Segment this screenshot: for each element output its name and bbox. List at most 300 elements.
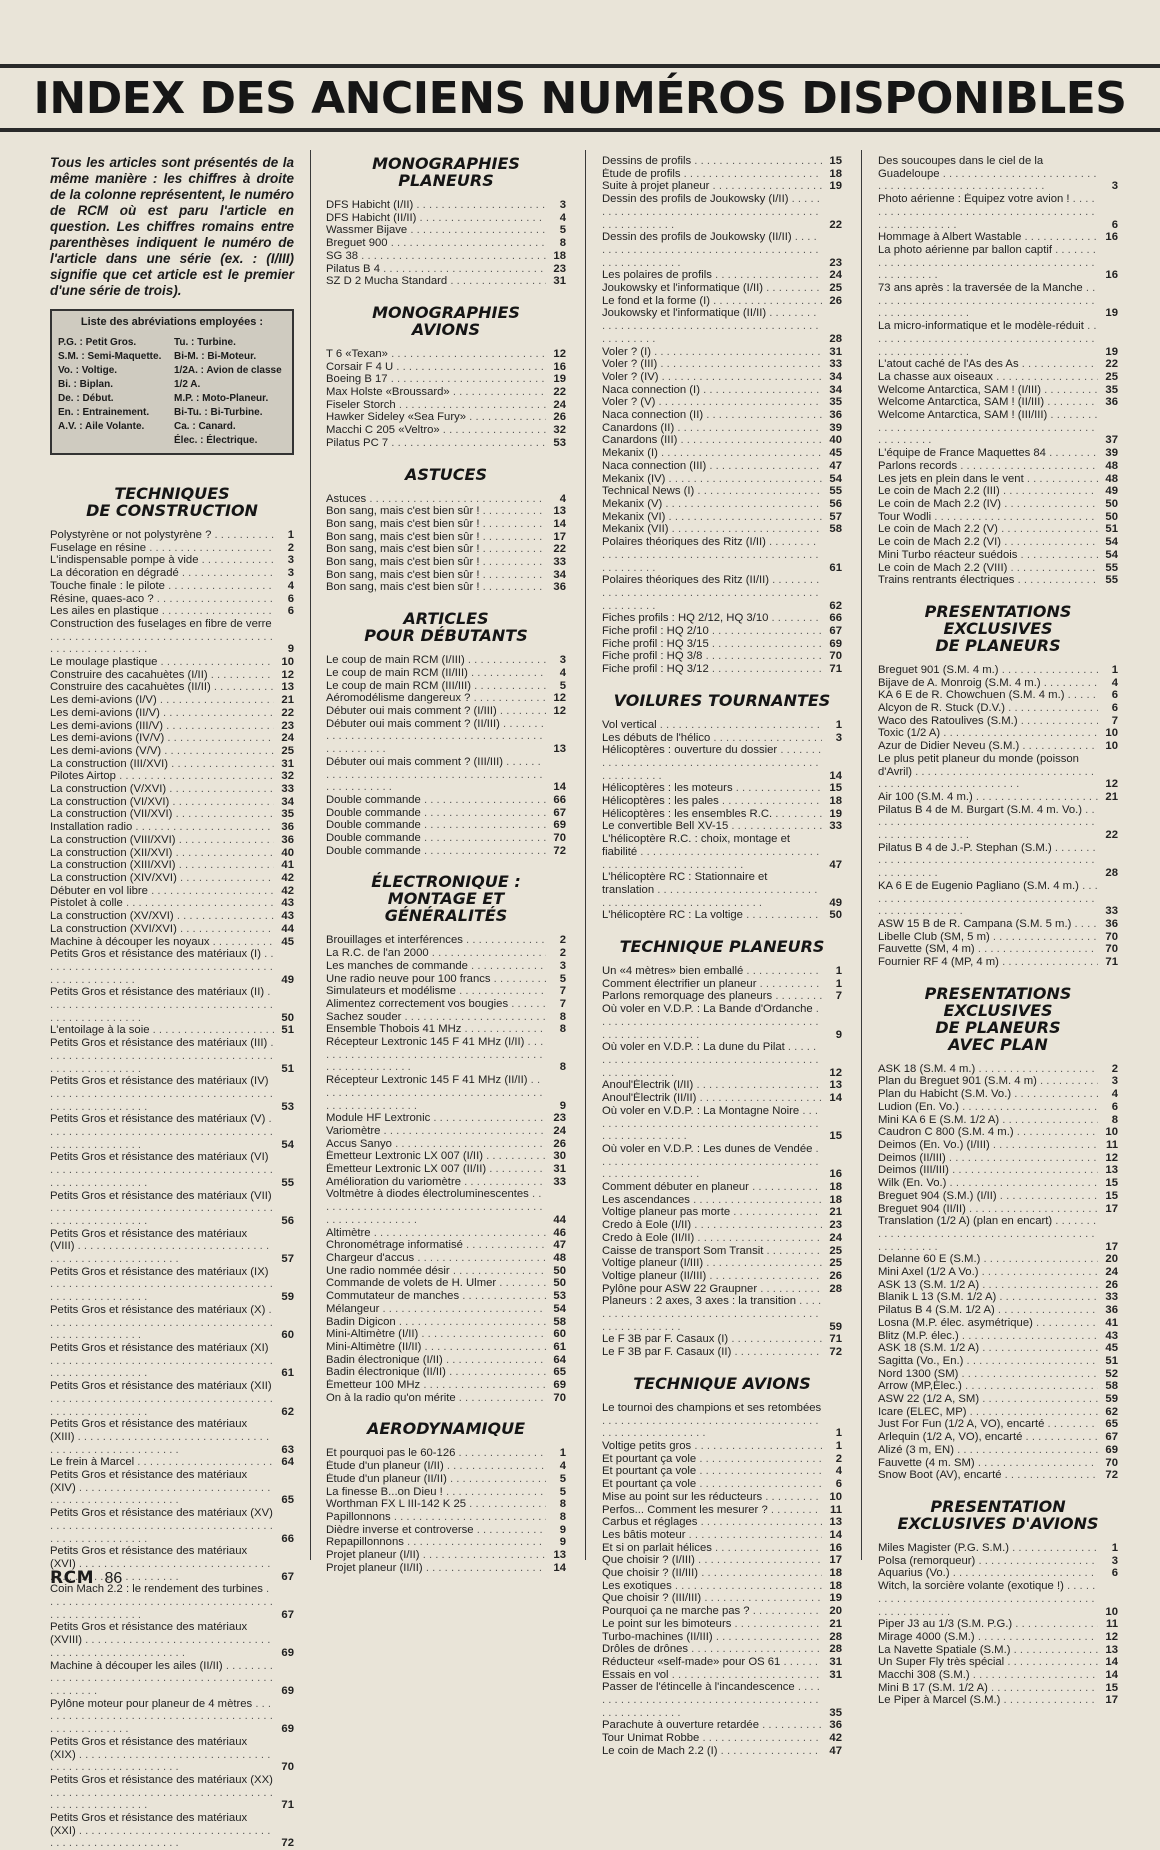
article-entry [602, 1105, 842, 1143]
issue-number: 13 [829, 1516, 842, 1529]
issue-number: 51 [1105, 523, 1118, 536]
article-title: Trains rentrants électriques . . . [878, 574, 1098, 587]
article-list [602, 1402, 842, 1758]
issue-number: 53 [553, 1290, 566, 1303]
article-title: Tour Wodli . . . [878, 511, 1098, 524]
article-entry [326, 680, 566, 693]
article-entry [50, 1507, 294, 1545]
article-title: Joukowsky et l'informatique (II/II) . . . [602, 307, 822, 345]
article-entry [326, 756, 566, 794]
article-title: Construction des fuselages en fibre de verre . . . [50, 618, 274, 656]
issue-number: 66 [281, 1532, 294, 1545]
issue-number: 34 [829, 370, 842, 383]
article-title: Pilatus B 4 . . . [326, 263, 546, 276]
article-title: Double commande . . . [326, 794, 546, 807]
section-title-line: PRESENTATIONS [924, 601, 1072, 621]
article-entry [50, 593, 294, 606]
article-entry [326, 819, 566, 832]
section-title-line: GÉNÉRALITÉS [384, 906, 508, 926]
article-title: La construction (XV/XVI) . . . [50, 910, 274, 923]
issue-number: 49 [281, 973, 294, 986]
article-title: Voltige petits gros . . . [602, 1440, 822, 1453]
article-entry [326, 1473, 566, 1486]
article-title: Fiche profil : HQ 3/15 . . . [602, 638, 822, 651]
issue-number: 1 [835, 718, 842, 731]
article-entry [602, 307, 842, 345]
article-title: La construction (VI/XVI) . . . [50, 796, 274, 809]
article-title: L'entoilage à la soie . . . [50, 1024, 274, 1037]
issue-number: 9 [559, 1523, 566, 1536]
article-title: Petits Gros et résistance des matériaux (V) . . . [50, 1113, 274, 1151]
article-title: Mini-Altimètre (II/II) . . . [326, 1341, 546, 1354]
article-title: Hélicoptères : ouverture du dossier . . . [602, 744, 822, 782]
index-section [326, 873, 566, 1404]
article-title: Variomètre . . . [326, 1125, 546, 1138]
article-entry [326, 581, 566, 594]
issue-number: 36 [1105, 1304, 1118, 1317]
article-title: Un «4 mètres» bien emballé . . . [602, 965, 822, 978]
article-title: ASK 18 (S.M. 4 m.) . . . [878, 1063, 1098, 1076]
article-title: Mekanix (IV) . . . [602, 473, 822, 486]
article-title: Blitz (M.P. élec.) . . . [878, 1330, 1098, 1343]
article-title: Bon sang, mais c'est bien sûr ! . . . [326, 505, 546, 518]
issue-number: 6 [1111, 689, 1118, 702]
article-title: Welcome Antarctica, SAM ! (III/III) . . . [878, 409, 1098, 447]
issue-number: 17 [829, 1554, 842, 1567]
issue-number: 8 [559, 237, 566, 250]
article-entry [326, 1392, 566, 1405]
article-entry [50, 669, 294, 682]
article-entry [602, 808, 842, 821]
article-list [326, 934, 566, 1404]
abbreviation-entry: En. : Entrainement. [58, 407, 150, 418]
article-title: Pilatus B 4 (S.M. 1/2 A) . . . [878, 1304, 1098, 1317]
article-title: Que choisir ? (II/III) . . . [602, 1567, 822, 1580]
article-title: Étude de profils . . . [602, 168, 822, 181]
article-entry [326, 1239, 566, 1252]
issue-number: 43 [281, 897, 294, 910]
article-entry [326, 437, 566, 450]
issue-number: 2 [559, 934, 566, 947]
article-entry [602, 1333, 842, 1346]
article-title: Et pourtant ça vole . . . [602, 1453, 822, 1466]
issue-number: 11 [830, 1503, 842, 1516]
title-bottom-rule [0, 128, 1160, 132]
issue-number: 70 [1105, 930, 1118, 943]
article-entry [602, 1232, 842, 1245]
issue-number: 23 [281, 719, 294, 732]
article-entry [878, 1317, 1118, 1330]
issue-number: 22 [553, 386, 566, 399]
issue-number: 43 [1105, 1329, 1118, 1342]
article-entry [602, 282, 842, 295]
article-entry [602, 1504, 842, 1517]
section-title-line: ASTUCES [404, 464, 487, 484]
article-entry [878, 880, 1118, 918]
issue-number: 31 [829, 1655, 842, 1668]
issue-number: 13 [553, 743, 566, 756]
article-entry [878, 1266, 1118, 1279]
issue-number: 54 [1105, 536, 1118, 549]
issue-number: 11 [1106, 1139, 1118, 1151]
article-title: Translation (1/2 A) (plan en encart) . . . [878, 1215, 1098, 1253]
article-title: Petits Gros et résistance des matériaux (VII) . . . [50, 1190, 274, 1228]
article-title: Étude d'un planeur (I/II) . . . [326, 1460, 546, 1473]
article-entry [602, 155, 842, 168]
abbreviation-entry: S.M. : Semi-Maquette. [58, 351, 162, 362]
issue-number: 3 [1111, 180, 1118, 193]
article-title: Air 100 (S.M. 4 m.) . . . [878, 791, 1098, 804]
issue-number: 28 [829, 1630, 842, 1643]
column-sections [602, 155, 842, 1758]
article-title: Un Super Fly très spécial . . . [878, 1656, 1098, 1669]
abbreviation-entry [58, 434, 170, 447]
issue-number: 5 [559, 1472, 566, 1485]
article-entry [878, 1631, 1118, 1644]
article-title: Que choisir ? (III/III) . . . [602, 1592, 822, 1605]
article-entry [878, 447, 1118, 460]
abbreviation-entry: Élec. : Électrique. [174, 435, 258, 446]
page-title: INDEX DES ANCIENS NUMÉROS DISPONIBLES [33, 73, 1127, 124]
article-entry [878, 1418, 1118, 1431]
section-title [878, 603, 1118, 654]
article-title: La construction (VII/XVI) . . . [50, 808, 274, 821]
issue-number: 7 [559, 997, 566, 1010]
issue-number: 23 [553, 1112, 566, 1125]
article-title: Les demi-avions (II/V) . . . [50, 707, 274, 720]
issue-number: 26 [829, 294, 842, 307]
article-entry [326, 1303, 566, 1316]
article-title: KA 6 E de R. Chowchuen (S.M. 4 m.) . . . [878, 689, 1098, 702]
issue-number: 69 [281, 1684, 294, 1697]
article-title: Machine à découper les noyaux . . . [50, 936, 274, 949]
issue-number: 31 [281, 757, 294, 770]
article-title: Caisse de transport Som Transit . . . [602, 1245, 822, 1258]
article-entry [326, 263, 566, 276]
section-title-line: PRESENTATIONS [924, 983, 1072, 1003]
index-section [602, 1375, 842, 1758]
article-title: Arrow (MP,Élec.) . . . [878, 1380, 1098, 1393]
issue-number: 48 [1105, 472, 1118, 485]
article-title: Mini-Altimètre (I/II) . . . [326, 1328, 546, 1341]
article-list [878, 1063, 1118, 1482]
article-entry [326, 1379, 566, 1392]
article-title: Plan du Habicht (S.M. Vo.) . . . [878, 1088, 1098, 1101]
issue-number: 18 [829, 795, 842, 808]
article-title: Naca connection (III) . . . [602, 460, 822, 473]
issue-number: 23 [829, 1219, 842, 1232]
article-entry [326, 199, 566, 212]
issue-number: 18 [829, 1579, 842, 1592]
issue-number: 64 [281, 1456, 294, 1469]
article-entry [878, 677, 1118, 690]
article-title: Hélicoptères : les pales . . . [602, 795, 822, 808]
article-entry [602, 1206, 842, 1219]
article-title: Voltige planeur (I/III) . . . [602, 1257, 822, 1270]
issue-number: 61 [829, 561, 842, 574]
article-entry [878, 231, 1118, 244]
issue-number: 70 [553, 1391, 566, 1404]
article-entry [326, 1316, 566, 1329]
article-title: Des soucoupes dans le ciel de la Guadeloupe . . . [878, 155, 1098, 193]
article-entry [326, 1460, 566, 1473]
article-title: Perfos... Comment les mesurer ? . . . [602, 1504, 822, 1517]
article-title: Projet planeur (I/II) . . . [326, 1549, 546, 1562]
article-title: Le F 3B par F. Casaux (I) . . . [602, 1333, 822, 1346]
issue-number: 5 [559, 224, 566, 237]
article-title: Fauvette (4 m. SM) . . . [878, 1457, 1098, 1470]
article-title: Ludion (En. Vo.) . . . [878, 1101, 1098, 1114]
issue-number: 15 [829, 782, 842, 795]
article-title: Petits Gros et résistance des matériaux (XVIII) . . . [50, 1621, 274, 1659]
article-title: Pylône pour ASW 22 Graupner . . . [602, 1283, 822, 1296]
article-title: Vol vertical . . . [602, 719, 822, 732]
article-title: Réducteur «self-made» pour OS 61 . . . [602, 1656, 822, 1669]
article-entry [878, 498, 1118, 511]
issue-number: 33 [829, 820, 842, 833]
article-title: Breguet 904 (II/II) . . . [878, 1203, 1098, 1216]
section-title [326, 304, 566, 338]
article-title: Bon sang, mais c'est bien sûr ! . . . [326, 543, 546, 556]
issue-number: 34 [281, 795, 294, 808]
article-title: Les demi-avions (IV/V) . . . [50, 732, 274, 745]
article-entry [878, 1304, 1118, 1317]
issue-number: 14 [829, 769, 842, 782]
issue-number: 14 [829, 1092, 842, 1105]
issue-number: 67 [281, 1570, 294, 1583]
article-entry [50, 1151, 294, 1189]
issue-number: 20 [829, 1605, 842, 1618]
index-section [602, 692, 842, 922]
article-entry [602, 990, 842, 1003]
article-entry [602, 625, 842, 638]
section-title-line: EXCLUSIVES [943, 1000, 1053, 1020]
article-title: Ensemble Thobois 41 MHz . . . [326, 1023, 546, 1036]
article-entry [326, 1163, 566, 1176]
issue-number: 14 [553, 517, 566, 530]
issue-number: 58 [1105, 1380, 1118, 1393]
issue-number: 12 [1105, 1151, 1118, 1164]
issue-number: 18 [829, 1567, 842, 1580]
article-title: SZ D 2 Mucha Standard . . . [326, 275, 546, 288]
issue-number: 42 [829, 1732, 842, 1745]
issue-number: 15 [829, 155, 842, 167]
article-list [326, 199, 566, 288]
section-title [326, 873, 566, 924]
article-title: La Navette Spatiale (S.M.) . . . [878, 1644, 1098, 1657]
issue-number: 14 [553, 1561, 566, 1574]
article-title: Voltige planeur pas morte . . . [602, 1206, 822, 1219]
article-entry [50, 567, 294, 580]
issue-number: 31 [829, 345, 842, 358]
index-section [602, 938, 842, 1359]
column-divider [861, 150, 862, 1560]
issue-number: 44 [553, 1213, 566, 1226]
article-title: Nord 1300 (SM) . . . [878, 1368, 1098, 1381]
article-entry [50, 1660, 294, 1698]
issue-number: 25 [829, 1257, 842, 1270]
issue-number: 40 [281, 846, 294, 859]
issue-number: 28 [829, 1282, 842, 1295]
section-title-line: DE PLANEURS [935, 1017, 1061, 1037]
issue-number: 50 [1105, 497, 1118, 510]
article-entry [602, 1618, 842, 1631]
article-entry [602, 1257, 842, 1270]
issue-number: 72 [829, 1346, 842, 1359]
article-entry [326, 1150, 566, 1163]
article-title: Émetteur Lextronic LX 007 (I/II) . . . [326, 1150, 546, 1163]
abbreviation-entry: P.G. : Petit Gros. [58, 337, 137, 348]
article-title: Double commande . . . [326, 819, 546, 832]
article-entry [602, 1529, 842, 1542]
article-entry [50, 1190, 294, 1228]
issue-number: 58 [553, 1315, 566, 1328]
index-section [878, 985, 1118, 1482]
issue-number: 17 [1105, 1240, 1118, 1253]
top-rule [0, 64, 1160, 68]
article-entry [326, 845, 566, 858]
issue-number: 6 [835, 1478, 842, 1491]
article-title: Witch, la sorcière volante (exotique !) . . . [878, 1580, 1098, 1618]
issue-number: 18 [553, 249, 566, 262]
article-entry [878, 1063, 1118, 1076]
article-title: Joukowsky et l'informatique (I/II) . . . [602, 282, 822, 295]
article-entry [602, 1194, 842, 1207]
issue-number: 50 [553, 1264, 566, 1277]
column-divider [310, 150, 311, 1560]
issue-number: 71 [829, 663, 842, 676]
article-entry [602, 833, 842, 871]
article-title: Débuter oui mais comment ? (I/III) . . . [326, 705, 546, 718]
article-entry [878, 1330, 1118, 1343]
article-entry [602, 719, 842, 732]
issue-number: 15 [1105, 1177, 1118, 1190]
article-title: Fournier RF 4 (MP, 4 m) . . . [878, 956, 1098, 969]
issue-number: 56 [281, 1214, 294, 1227]
article-entry [50, 529, 294, 542]
issue-number: 20 [1105, 1253, 1118, 1266]
index-section [326, 466, 566, 595]
article-title: Repapillonnons . . . [326, 1536, 546, 1549]
issue-number: 3 [287, 567, 294, 580]
article-entry [602, 1295, 842, 1333]
article-entry [878, 1644, 1118, 1657]
article-title: Petits Gros et résistance des matériaux (XX) . . . [50, 1774, 274, 1812]
article-entry [602, 1605, 842, 1618]
article-entry [878, 384, 1118, 397]
article-entry [50, 847, 294, 860]
article-entry [50, 618, 294, 656]
article-title: Où voler en V.D.P. : La dune du Pilat . . . [602, 1041, 822, 1079]
article-entry [326, 1290, 566, 1303]
article-entry [50, 580, 294, 593]
section-title-line: ARTICLES [403, 609, 489, 629]
article-title: Les demi-avions (I/V) . . . [50, 694, 274, 707]
issue-number: 24 [553, 398, 566, 411]
article-entry [878, 574, 1118, 587]
issue-number: 60 [553, 1328, 566, 1341]
article-title: Just For Fun (1/2 A, VO), encarté . . . [878, 1418, 1098, 1431]
issue-number: 67 [553, 806, 566, 819]
issue-number: 50 [281, 1011, 294, 1024]
article-title: Arlequin (1/2 A, VO), encarté . . . [878, 1431, 1098, 1444]
article-title: Petits Gros et résistance des matériaux (VI) . . . [50, 1151, 274, 1189]
article-title: Comment électrifier un planeur . . . [602, 978, 822, 991]
article-entry [326, 960, 566, 973]
issue-number: 22 [1105, 829, 1118, 842]
article-entry [50, 694, 294, 707]
issue-number: 48 [1105, 459, 1118, 472]
article-entry [878, 1253, 1118, 1266]
article-title: Planeurs : 2 axes, 3 axes : la transition . . . [602, 1295, 822, 1333]
article-title: Canardons (II) . . . [602, 422, 822, 435]
issue-number: 4 [835, 1465, 842, 1478]
article-title: Une radio nommée désir . . . [326, 1265, 546, 1278]
issue-number: 35 [829, 1706, 842, 1719]
issue-number: 30 [553, 1150, 566, 1163]
issue-number: 4 [559, 1460, 566, 1473]
article-entry [878, 804, 1118, 842]
issue-number: 41 [281, 859, 294, 872]
article-title: Mini Turbo réacteur suédois . . . [878, 549, 1098, 562]
issue-number: 12 [281, 668, 294, 681]
article-entry [602, 612, 842, 625]
issue-number: 49 [1105, 485, 1118, 498]
article-title: ASK 13 (S.M. 1/2 A) . . . [878, 1279, 1098, 1292]
article-title: Fauvette (SM, 4 m) . . . [878, 943, 1098, 956]
article-title: La construction (III/XVI) . . . [50, 758, 274, 771]
article-title: Piper J3 au 1/3 (S.M. P.G.) . . . [878, 1618, 1098, 1631]
article-entry [50, 1456, 294, 1469]
article-entry [602, 422, 842, 435]
article-title: Et pourtant ça vole . . . [602, 1478, 822, 1491]
article-entry [50, 770, 294, 783]
issue-number: 7 [835, 990, 842, 1003]
index-section [326, 155, 566, 288]
article-entry [326, 985, 566, 998]
article-title: Et si on parlait hélices . . . [602, 1542, 822, 1555]
issue-number: 9 [559, 1536, 566, 1549]
article-entry [878, 1555, 1118, 1568]
article-title: Les exotiques . . . [602, 1580, 822, 1593]
section-title [878, 985, 1118, 1053]
issue-number: 57 [281, 1253, 294, 1266]
article-entry [878, 1114, 1118, 1127]
article-title: Voler ? (V) . . . [602, 396, 822, 409]
article-title: Mekanix (I) . . . [602, 447, 822, 460]
issue-number: 47 [553, 1239, 566, 1252]
article-entry [602, 1669, 842, 1682]
article-title: La construction (XII/XVI) . . . [50, 847, 274, 860]
article-list [878, 1542, 1118, 1707]
article-title: Macchi 308 (S.M.) . . . [878, 1669, 1098, 1682]
issue-number: 56 [829, 497, 842, 510]
article-title: Credo à Eole (I/II) . . . [602, 1219, 822, 1232]
article-entry [602, 1745, 842, 1758]
article-title: Récepteur Lextronic 145 F 41 MHz (II/II) . . . [326, 1074, 546, 1112]
issue-number: 69 [829, 637, 842, 650]
article-entry [602, 1283, 842, 1296]
article-entry [878, 511, 1118, 524]
article-title: Alcyon de R. Stuck (D.V.) . . . [878, 702, 1098, 715]
article-title: Wassmer Bijave . . . [326, 224, 546, 237]
article-title: Les ascendances . . . [602, 1194, 822, 1207]
article-title: Les demi-avions (III/V) . . . [50, 720, 274, 733]
issue-number: 66 [829, 612, 842, 625]
article-list [602, 719, 842, 922]
article-title: Plan du Breguet 901 (S.M. 4 m) . . . [878, 1075, 1098, 1088]
article-entry [326, 250, 566, 263]
